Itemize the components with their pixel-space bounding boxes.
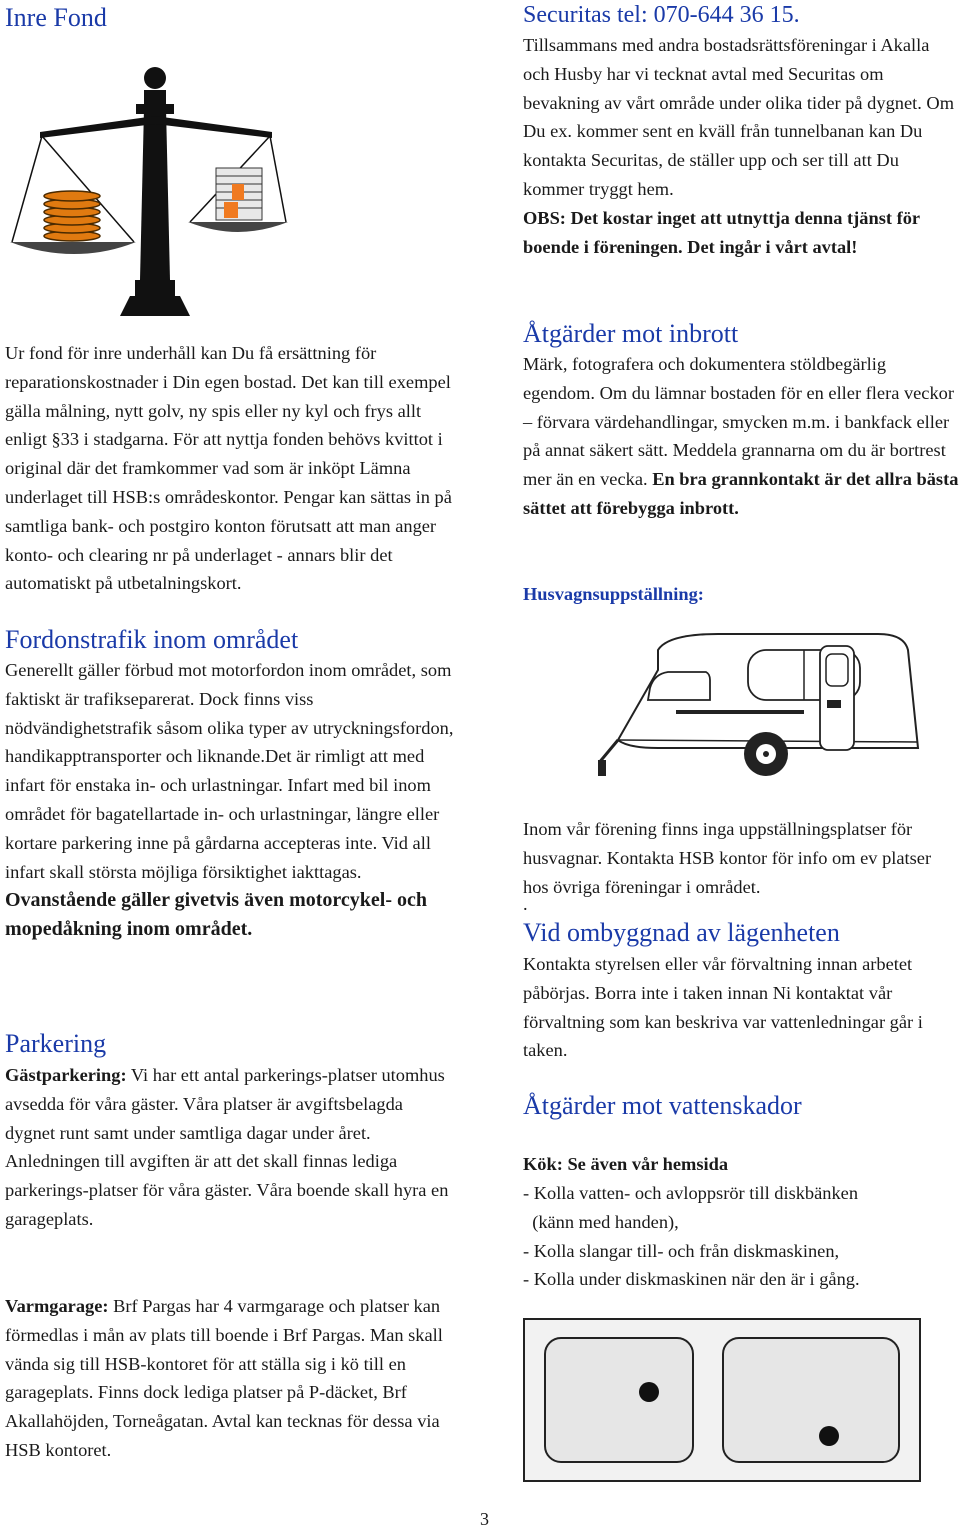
caravan-illustration	[598, 630, 938, 790]
fordonstrafik-body: Generellt gäller förbud mot motorfordon inom området, som faktiskt är trafikseparerat. Dock finns viss nödvändighetstrafik såsom olika typer av utryckningsfordon, handikapptransporter och liknande.Det är rimligt att med infart för enstaka in- och urlastningar. Infart med bil inom området för bagatellartade in- och urlastningar, längre eller kortare parkering inne på gårdarna accepteras inte. Vid all infart skall största möjliga försiktighet iakttagas.	[5, 660, 454, 882]
ombyggnad-text: Kontakta styrelsen eller vår förvaltning innan arbetet påbörjas. Borra inte i taken innan Ni kontaktat vår förvaltning som kan beskriva var vattenledningar går i taken.	[523, 954, 923, 1061]
varmgarage-text	[5, 1292, 455, 1465]
vattenskador-list	[523, 1179, 960, 1294]
gastparkering-text	[5, 1061, 455, 1234]
list-item: (känn med handen),	[523, 1211, 679, 1232]
page-number: 3	[480, 1509, 489, 1529]
heading-ombyggnad: Vid ombyggnad av lägenheten	[523, 918, 840, 947]
heading-vattenskador: Åtgärder mot vattenskador	[523, 1091, 802, 1120]
husvagn-text: Inom vår förening finns inga uppställningsplatser för husvagnar. Kontakta HSB kontor för info om ev platser hos övriga föreningar i området.	[523, 819, 932, 897]
securitas-bold: OBS: Det kostar inget att utnyttja denna tjänst för boende i föreningen. Det ingår i vårt avtal!	[523, 207, 920, 257]
inbrott-body: Märk, fotografera och dokumentera stöldbegärlig egendom. Om du lämnar bostaden för en eller flera veckor – förvara värdehandlingar, smycken m.m. i bankfack eller på annat säkert sätt. Meddela grannarna om du är bortrest mer än en vecka.	[523, 354, 954, 490]
list-item: - Kolla slangar till- och från diskmaskinen,	[523, 1240, 840, 1261]
varmgarage-body: Brf Pargas har 4 varmgarage och platser kan förmedlas i mån av plats till boende i Brf Pargas. Man skall vända sig till HSB-kontoret för att ställa sig i kö till en garageplats. Finns dock lediga platser på P-däcket, Brf Akallahöjden, Torneågatan. Avtal kan tecknas för dessa via HSB kontoret.	[5, 1296, 443, 1460]
list-item: - Kolla under diskmaskinen när den är i gång.	[523, 1269, 860, 1290]
scale-illustration	[10, 64, 290, 316]
heading-inre-fond: Inre Fond	[5, 3, 107, 32]
securitas-body: Tillsammans med andra bostadsrättsföreningar i Akalla och Husby har vi tecknat avtal med Securitas om bevakning av vårt område under olika tider på dygnet. Om Du ex. kommer sent en kväll från tunnelbanan kan Du kontakta Securitas, de ställer upp och ser till att Du kommer tryggt hem.	[523, 35, 955, 199]
vattenskador-sub: Kök: Se även vår hemsida	[523, 1154, 729, 1174]
fordonstrafik-bold: Ovanstående gäller givetvis även motorcykel- och mopedåkning inom området.	[5, 889, 427, 941]
fordonstrafik-text	[5, 656, 455, 944]
husvagn-dot: .	[523, 894, 528, 914]
inbrott-bold: En bra grannkontakt är det allra bästa sättet att förebygga inbrott.	[523, 469, 959, 518]
heading-securitas: Securitas tel: 070-644 36 15.	[523, 2, 800, 28]
gastparkering-label: Gästparkering:	[5, 1065, 127, 1085]
inbrott-text	[523, 350, 960, 523]
heading-inbrott: Åtgärder mot inbrott	[523, 319, 739, 348]
gastparkering-body: Vi har ett antal parkerings-platser utomhus avsedda för våra gäster. Våra platser är avgiftsbelagda dygnet runt samt under samtliga dagar under året. Anledningen till avgiften är att det skall finnas lediga parkerings-platser för våra gäster. Våra boende skall hyra en garageplats.	[5, 1065, 449, 1229]
heading-husvagn: Husvagnsuppställning:	[523, 584, 704, 604]
sink-illustration	[523, 1318, 923, 1484]
varmgarage-label: Varmgarage:	[5, 1296, 109, 1316]
list-item: - Kolla vatten- och avloppsrör till diskbänken	[523, 1183, 859, 1203]
securitas-text	[523, 31, 960, 261]
heading-parkering: Parkering	[5, 1029, 107, 1058]
heading-fordonstrafik: Fordonstrafik inom området	[5, 625, 299, 654]
inre-fond-text: Ur fond för inre underhåll kan Du få ersättning för reparationskostnader i Din egen bostad. Det kan till exempel gälla målning, nytt golv, ny spis eller ny kyl och frys allt enligt §33 i stadgarna. För att nyttja fonden behövs kvittot i original där det framkommer vad som är inköpt Lämna underlaget till HSB:s områdeskontor. Pengar kan sättas in på samtliga bank- och postgiro konton förutsatt att man anger konto- och clearing nr på underlaget - annars blir det automatiskt på utbetalningskort.	[5, 343, 452, 594]
